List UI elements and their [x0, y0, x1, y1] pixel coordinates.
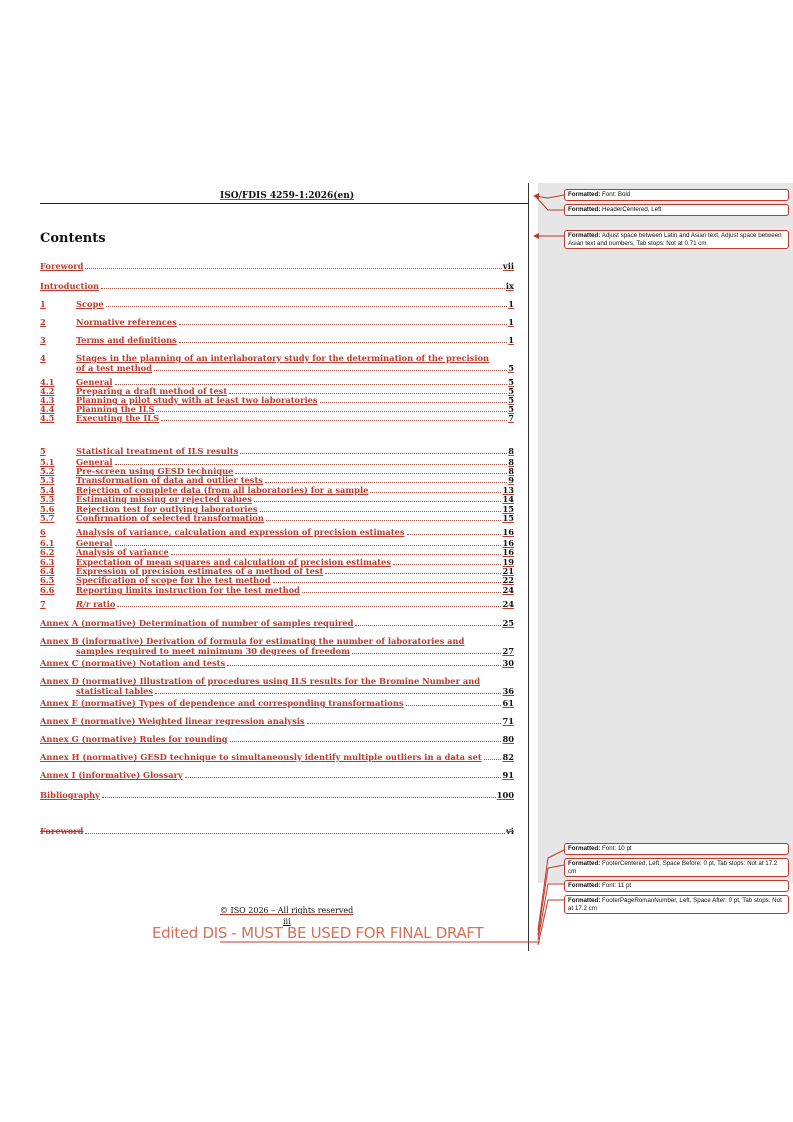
- toc-page-number: 30: [502, 658, 514, 668]
- balloon-title: Formatted:: [568, 897, 601, 904]
- toc-label: Pre-screen using GESD technique: [76, 466, 234, 476]
- toc-number: 7: [40, 599, 46, 609]
- toc-number: 1: [40, 299, 46, 309]
- balloon-text: Font: Bold: [600, 191, 631, 198]
- toc-label: Annex A (normative) Determination of number of samples required: [40, 618, 354, 628]
- toc-page-number: 7: [508, 413, 514, 423]
- balloon-text: Font: 11 pt: [600, 882, 632, 889]
- toc-number: 5.5: [40, 494, 55, 504]
- toc-number: 2: [40, 317, 46, 327]
- balloon-title: Formatted:: [568, 232, 601, 239]
- toc-number: 5.7: [40, 513, 55, 523]
- toc-number: 5: [40, 446, 46, 456]
- toc-number: 4.4: [40, 404, 55, 414]
- toc-label: Scope: [76, 299, 104, 309]
- toc-label: Analysis of variance, calculation and expression of precision estimates: [76, 527, 405, 537]
- footer-copyright: © ISO 2026 – All rights reserved: [220, 906, 354, 915]
- balloon-title: Formatted:: [568, 860, 601, 867]
- toc-number: 4: [40, 353, 46, 363]
- toc-page-number: vii: [502, 261, 514, 271]
- connector-header-1: [535, 195, 564, 198]
- toc-number: 6.5: [40, 575, 55, 585]
- toc-label: Introduction: [40, 281, 100, 291]
- toc-page-number: 5: [508, 377, 514, 387]
- toc-number: 6.1: [40, 538, 55, 548]
- toc-page-number: 5: [508, 362, 514, 373]
- toc-number: 6.4: [40, 566, 55, 576]
- toc-number: 6.6: [40, 585, 55, 595]
- toc-label: General: [76, 377, 113, 387]
- toc-number: 5.4: [40, 485, 55, 495]
- toc-page-number: 14: [502, 494, 514, 504]
- toc-page-number: 22: [502, 575, 514, 585]
- toc-label: Analysis of variance: [76, 547, 169, 557]
- toc-page-number: 8: [508, 446, 514, 456]
- toc-number: 4.3: [40, 395, 55, 405]
- toc-label: Annex E (normative) Types of dependence and corresponding transformations: [40, 698, 404, 708]
- toc-label-continued: statistical tables: [76, 685, 154, 696]
- toc-label: Annex H (normative) GESD technique to simultaneously identify multiple outliers in a data set: [40, 752, 482, 762]
- toc-page-number: 5: [508, 395, 514, 405]
- toc-label: Estimating missing or rejected values: [76, 494, 252, 504]
- toc-number: 5.2: [40, 466, 55, 476]
- toc-label-continued: samples required to meet minimum 30 degrees of freedom: [76, 645, 350, 656]
- toc-page-number: 16: [502, 527, 514, 537]
- toc-label: Expression of precision estimates of a method of test: [76, 566, 324, 576]
- toc-label: Annex B (informative) Derivation of formula for estimating the number of laboratories and: [40, 636, 465, 646]
- document-header: ISO/FDIS 4259-1:2026(en): [220, 191, 355, 201]
- toc-page-number: 24: [502, 585, 514, 595]
- toc-label-continued: of a test method: [76, 362, 153, 373]
- toc-label: Stages in the planning of an interlaboratory study for the determination of the precision: [76, 353, 490, 363]
- balloon-text: HeaderCentered, Left: [600, 206, 662, 213]
- toc-page-number: 1: [508, 335, 514, 345]
- toc-page-number: ix: [505, 281, 514, 291]
- toc-number: 5.1: [40, 457, 55, 467]
- draft-watermark: Edited DIS - MUST BE USED FOR FINAL DRAFT: [152, 924, 484, 942]
- toc-page-number: 61: [502, 698, 514, 708]
- toc-label: Annex I (informative) Glossary: [40, 770, 183, 780]
- toc-page-number: 13: [502, 485, 514, 495]
- balloon-title: Formatted:: [568, 845, 601, 852]
- toc-label: Planning a pilot study with at least two laboratories: [76, 395, 318, 405]
- toc-page-number: 21: [502, 566, 514, 576]
- toc-number: 4.5: [40, 413, 55, 423]
- toc-number: 6.3: [40, 557, 55, 567]
- toc-page-number: 5: [508, 386, 514, 396]
- toc-page-number: 19: [502, 557, 514, 567]
- footer-page-number: iii: [283, 917, 291, 926]
- toc-page-number: 9: [508, 475, 514, 485]
- balloon-text: Adjust space between Latin and Asian text, Adjust space between Asian text and numbers, Tab stops: Not at 0.71 cm: [568, 232, 782, 247]
- arrow-head-2: [533, 233, 539, 239]
- toc-number: 4.1: [40, 377, 55, 387]
- toc-label: General: [76, 538, 113, 548]
- toc-label: Executing the ILS: [76, 413, 160, 423]
- toc-page-number: 24: [502, 599, 514, 609]
- toc-label: Statistical treatment of ILS results: [76, 446, 239, 456]
- toc-label: Planning the ILS: [76, 404, 155, 414]
- toc-page-number: 25: [502, 618, 514, 628]
- toc-number: 3: [40, 335, 46, 345]
- toc-number: 6: [40, 527, 46, 537]
- toc-label: Foreword: [40, 826, 84, 836]
- toc-label: Expectation of mean squares and calculation of precision estimates: [76, 557, 392, 567]
- toc-label: Confirmation of selected transformation: [76, 513, 264, 523]
- toc-label: Annex D (normative) Illustration of procedures using ILS results for the Bromine Number and: [40, 676, 481, 686]
- toc-page-number: 8: [508, 466, 514, 476]
- toc-label: Specification of scope for the test method: [76, 575, 271, 585]
- toc-label: Terms and definitions: [76, 335, 177, 345]
- toc-label: Annex C (normative) Notation and tests: [40, 658, 226, 668]
- toc-page-number: vi: [506, 826, 514, 836]
- balloon-text: FooterPageRomanNumber, Left, Space After: 0 pt, Tab stops: Not at 17.2 cm: [568, 897, 782, 912]
- toc-label: Annex G (normative) Rules for rounding: [40, 734, 228, 744]
- toc-page-number: 16: [502, 538, 514, 548]
- balloon-title: Formatted:: [568, 191, 601, 198]
- toc-page-number: 1: [508, 299, 514, 309]
- arrow-head-1: [533, 193, 539, 199]
- toc-page-number: 71: [502, 716, 514, 726]
- balloon-text: Font: 10 pt: [600, 845, 632, 852]
- toc-page-number: 8: [508, 457, 514, 467]
- toc-label: Rejection of complete data (from all laboratories) for a sample: [76, 485, 369, 495]
- toc-page-number: 1: [508, 317, 514, 327]
- toc-page-number: 82: [502, 752, 514, 762]
- toc-page-number: 15: [502, 513, 514, 523]
- toc-label: Rejection test for outlying laboratories: [76, 504, 258, 514]
- toc-number: 5.6: [40, 504, 55, 514]
- balloon-text: FooterCentered, Left, Space Before: 0 pt, Tab stops: Not at 17.2 cm: [568, 860, 778, 875]
- balloon-title: Formatted:: [568, 206, 601, 213]
- toc-page-number: 16: [502, 547, 514, 557]
- toc-page-number: 91: [502, 770, 514, 780]
- toc-label: General: [76, 457, 113, 467]
- toc-page-number: 15: [502, 504, 514, 514]
- toc-page-number: 36: [502, 685, 514, 696]
- toc-label: Reporting limits instruction for the test method: [76, 585, 300, 595]
- toc-number: 5.3: [40, 475, 55, 485]
- toc-page-number: 27: [502, 645, 514, 656]
- toc-label: Transformation of data and outlier tests: [76, 475, 263, 485]
- toc-label: Preparing a draft method of test: [76, 386, 228, 396]
- balloon-title: Formatted:: [568, 882, 601, 889]
- toc-number: 4.2: [40, 386, 55, 396]
- toc-page-number: 5: [508, 404, 514, 414]
- contents-heading: Contents: [40, 231, 106, 246]
- toc-label: Bibliography: [40, 790, 101, 800]
- toc-label: Annex F (normative) Weighted linear regression analysis: [40, 716, 305, 726]
- toc-page-number: 80: [502, 734, 514, 744]
- toc-label: R/r ratio: [76, 599, 116, 609]
- toc-label: Foreword: [40, 261, 84, 271]
- toc-number: 6.2: [40, 547, 55, 557]
- toc-page-number: 100: [496, 790, 514, 800]
- toc-label: Normative references: [76, 317, 177, 327]
